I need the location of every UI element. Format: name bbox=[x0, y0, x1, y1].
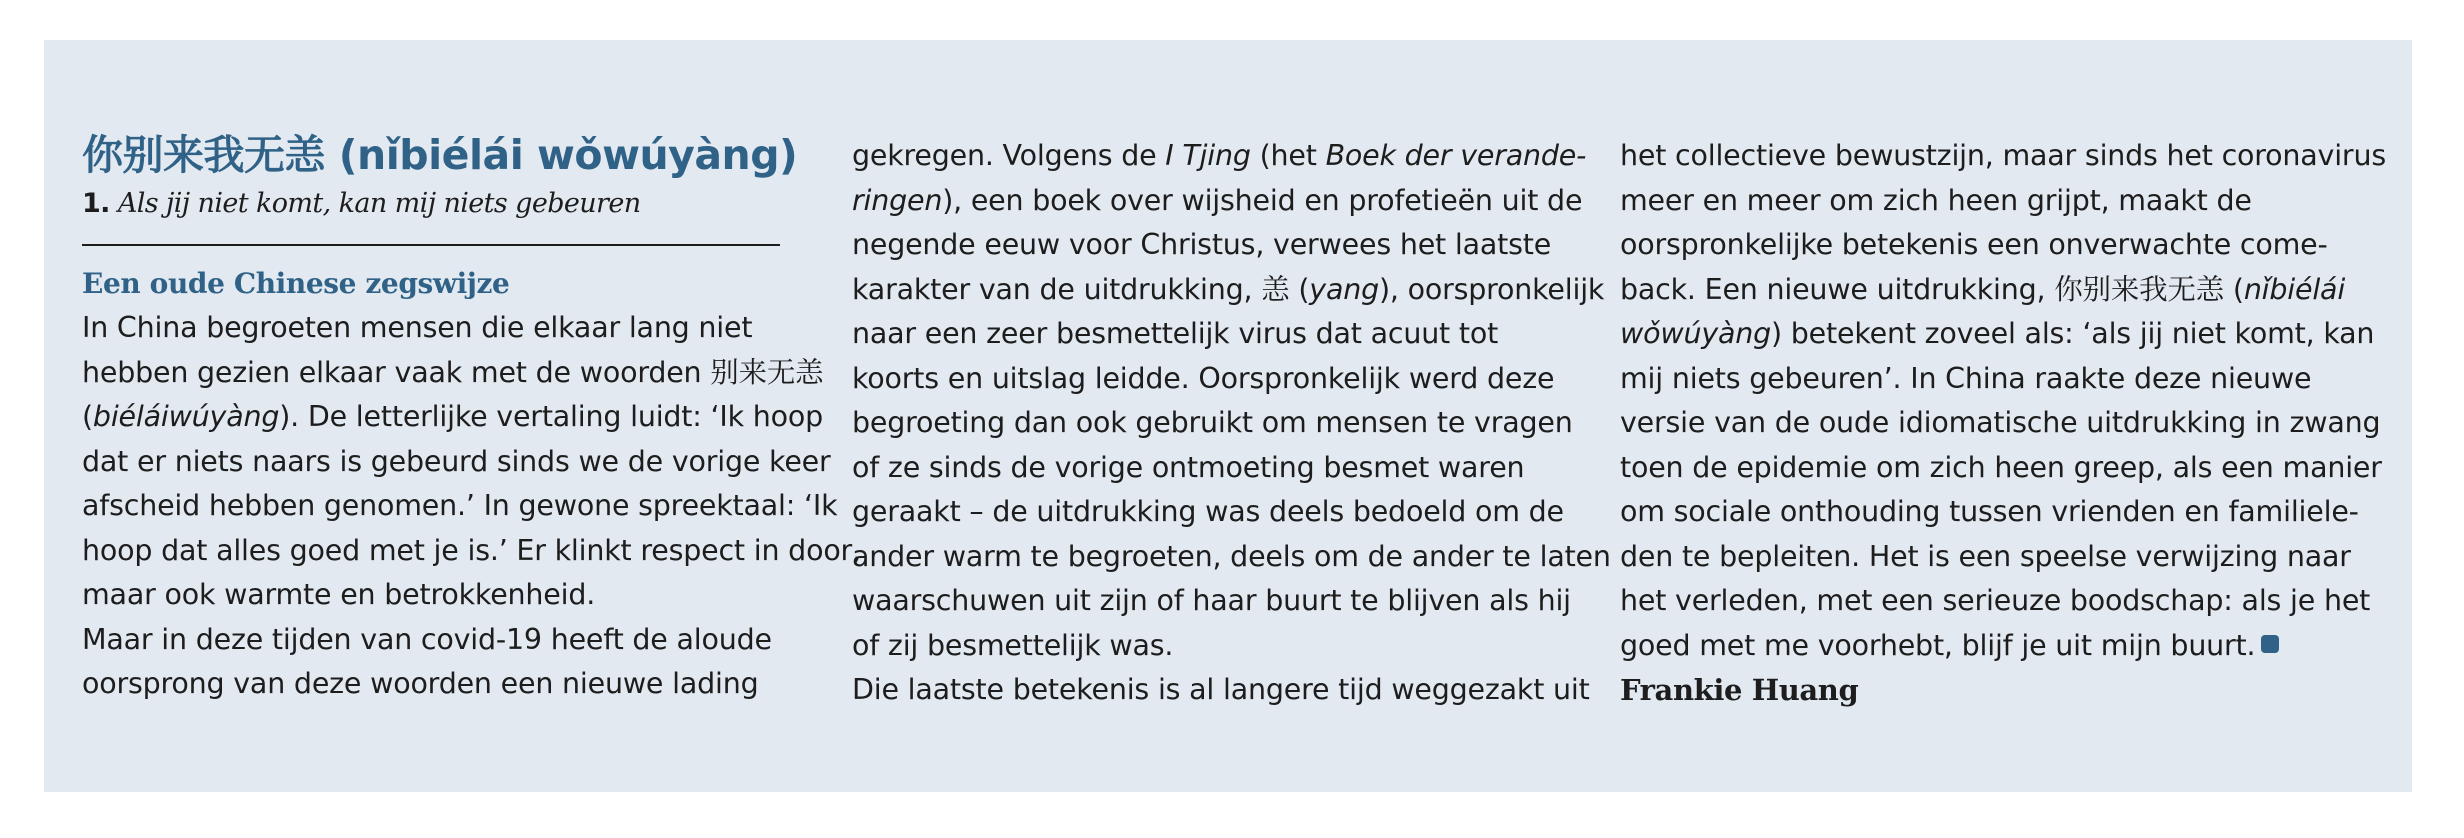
italic-text-segment: I Tjing bbox=[1165, 139, 1251, 172]
text-segment: (het bbox=[1250, 139, 1326, 172]
text-line bbox=[1620, 624, 2380, 669]
italic-text-segment: yang bbox=[1309, 272, 1379, 306]
text-line bbox=[1620, 401, 2380, 446]
text-segment: meer en meer om zich heen grijpt, maakt de bbox=[1620, 183, 2252, 217]
article-column-2 bbox=[852, 134, 1611, 713]
text-line bbox=[1620, 268, 2380, 313]
text-segment: Die laatste betekenis is al langere tijd weggezakt uit bbox=[852, 673, 1590, 706]
italic-text-segment: biéláiwúyàng bbox=[92, 400, 280, 433]
text-line bbox=[852, 268, 1605, 313]
column-2-body bbox=[852, 134, 1611, 713]
text-line bbox=[852, 446, 1592, 491]
text-line bbox=[1620, 446, 2380, 491]
text-line bbox=[82, 395, 828, 440]
text-segment: naar een zeer besmettelijk virus dat acuut tot bbox=[852, 317, 1499, 350]
italic-text-segment: nǐbiélái bbox=[2243, 272, 2346, 306]
divider bbox=[82, 244, 780, 246]
italic-text-segment: ringen bbox=[852, 183, 943, 217]
text-segment: versie van de oude idiomatische uitdrukking in zwang bbox=[1620, 406, 2381, 439]
article-column-1 bbox=[82, 130, 861, 707]
text-line bbox=[852, 535, 1611, 580]
text-line bbox=[82, 484, 838, 529]
text-line bbox=[1620, 357, 2380, 402]
text-line bbox=[1620, 490, 2380, 535]
text-segment: Maar in deze tijden van covid-19 heeft de aloude bbox=[82, 622, 772, 656]
text-line bbox=[1620, 134, 2386, 179]
text-segment: oorspronkelijke betekenis een onverwachte come- bbox=[1620, 228, 2328, 261]
text-segment: geraakt – de uitdrukking was deels bedoeld om de bbox=[852, 495, 1564, 528]
text-line bbox=[1620, 179, 2380, 224]
text-segment: om sociale onthouding tussen vrienden en familiele- bbox=[1620, 495, 2359, 528]
headline-chinese: 你别来我无恙 bbox=[82, 131, 325, 179]
text-segment: begroeting dan ook gebruikt om mensen te vragen bbox=[852, 406, 1573, 439]
subheading bbox=[82, 186, 828, 222]
text-segment: maar ook warmte en betrokkenheid. bbox=[82, 578, 596, 611]
text-line bbox=[852, 579, 1592, 624]
text-segment: oorsprong van deze woorden een nieuwe lading bbox=[82, 667, 759, 700]
end-of-article-icon bbox=[2261, 635, 2279, 653]
text-line bbox=[1620, 535, 2380, 580]
text-line bbox=[1620, 223, 2380, 268]
text-line bbox=[82, 662, 828, 707]
text-segment: goed met me voorhebt, blijf je uit mijn buurt. bbox=[1620, 628, 2256, 662]
text-line bbox=[852, 134, 1592, 179]
text-segment: afscheid hebben genomen.’ In gewone spreektaal: ‘Ik bbox=[82, 489, 838, 522]
text-line bbox=[852, 223, 1592, 268]
subheading-number: 1. bbox=[82, 188, 110, 219]
column-3-body bbox=[1620, 134, 2386, 668]
subheading-text: Als jij niet komt, kan mij niets gebeuren bbox=[117, 188, 641, 219]
text-segment: 别来无恙 bbox=[710, 355, 824, 389]
text-segment: ), een boek over wijsheid en profetieën uit de bbox=[942, 183, 1583, 217]
text-segment: het collectieve bewustzijn, maar sinds het coronavirus bbox=[1620, 139, 2386, 172]
text-line bbox=[852, 357, 1592, 402]
text-line bbox=[82, 440, 831, 485]
text-segment: ). De letterlijke vertaling luidt: ‘Ik hoop bbox=[279, 400, 823, 433]
section-title: Een oude Chinese zegswijze bbox=[82, 267, 510, 300]
text-line bbox=[1620, 312, 2380, 357]
headline-pinyin: (nǐbiélái wǒwúyàng) bbox=[338, 131, 798, 179]
text-segment: mij niets gebeuren’. In China raakte deze nieuwe bbox=[1620, 361, 2312, 395]
text-line bbox=[82, 351, 828, 396]
text-line bbox=[82, 618, 828, 663]
text-segment: ), oorspronkelijk bbox=[1378, 272, 1605, 306]
italic-text-segment: Boek der verande- bbox=[1325, 139, 1587, 172]
headline bbox=[82, 130, 828, 186]
text-line bbox=[852, 179, 1592, 224]
text-line bbox=[82, 306, 828, 351]
text-segment: of zij besmettelijk was. bbox=[852, 628, 1174, 662]
text-line bbox=[82, 529, 861, 574]
text-segment: karakter van de uitdrukking, 恙 ( bbox=[852, 272, 1310, 306]
text-line bbox=[852, 668, 1592, 713]
text-segment: In China begroeten mensen die elkaar lang niet bbox=[82, 311, 753, 344]
column-1-body bbox=[82, 306, 861, 707]
italic-text-segment: wǒwúyàng bbox=[1620, 317, 1772, 350]
text-segment: koorts en uitslag leidde. Oorspronkelijk werd deze bbox=[852, 361, 1555, 395]
text-segment: waarschuwen uit zijn of haar buurt te blijven als hij bbox=[852, 584, 1571, 617]
text-segment: toen de epidemie om zich heen greep, als een manier bbox=[1620, 450, 2382, 484]
text-segment: het verleden, met een serieuze boodschap: als je het bbox=[1620, 584, 2371, 617]
text-segment: hebben gezien elkaar vaak met de woorden bbox=[82, 355, 711, 389]
article-panel bbox=[44, 40, 2412, 792]
text-segment: back. Een nieuwe uitdrukking, 你别来我无恙 ( bbox=[1620, 272, 2244, 306]
text-segment: gekregen. Volgens de bbox=[852, 139, 1166, 172]
text-line bbox=[82, 573, 828, 618]
text-segment: ander warm te begroeten, deels om de ander te laten bbox=[852, 539, 1611, 573]
text-line bbox=[852, 312, 1592, 357]
text-segment: negende eeuw voor Christus, verwees het laatste bbox=[852, 228, 1552, 261]
text-line bbox=[852, 490, 1592, 535]
article-column-3 bbox=[1620, 134, 2386, 713]
text-segment: of ze sinds de vorige ontmoeting besmet waren bbox=[852, 450, 1525, 484]
text-segment: ) betekent zoveel als: ‘als jij niet komt, kan bbox=[1771, 317, 2375, 350]
text-segment: ( bbox=[82, 400, 93, 433]
author-line bbox=[1620, 668, 2380, 713]
text-segment: dat er niets naars is gebeurd sinds we de vorige keer bbox=[82, 444, 831, 478]
text-segment: den te bepleiten. Het is een speelse verwijzing naar bbox=[1620, 539, 2351, 573]
author-name: Frankie Huang bbox=[1620, 673, 1859, 707]
text-segment: hoop dat alles goed met je is.’ Er klinkt respect in door, bbox=[82, 533, 861, 567]
text-line bbox=[852, 401, 1592, 446]
text-line bbox=[852, 624, 1592, 669]
text-line bbox=[1620, 579, 2380, 624]
